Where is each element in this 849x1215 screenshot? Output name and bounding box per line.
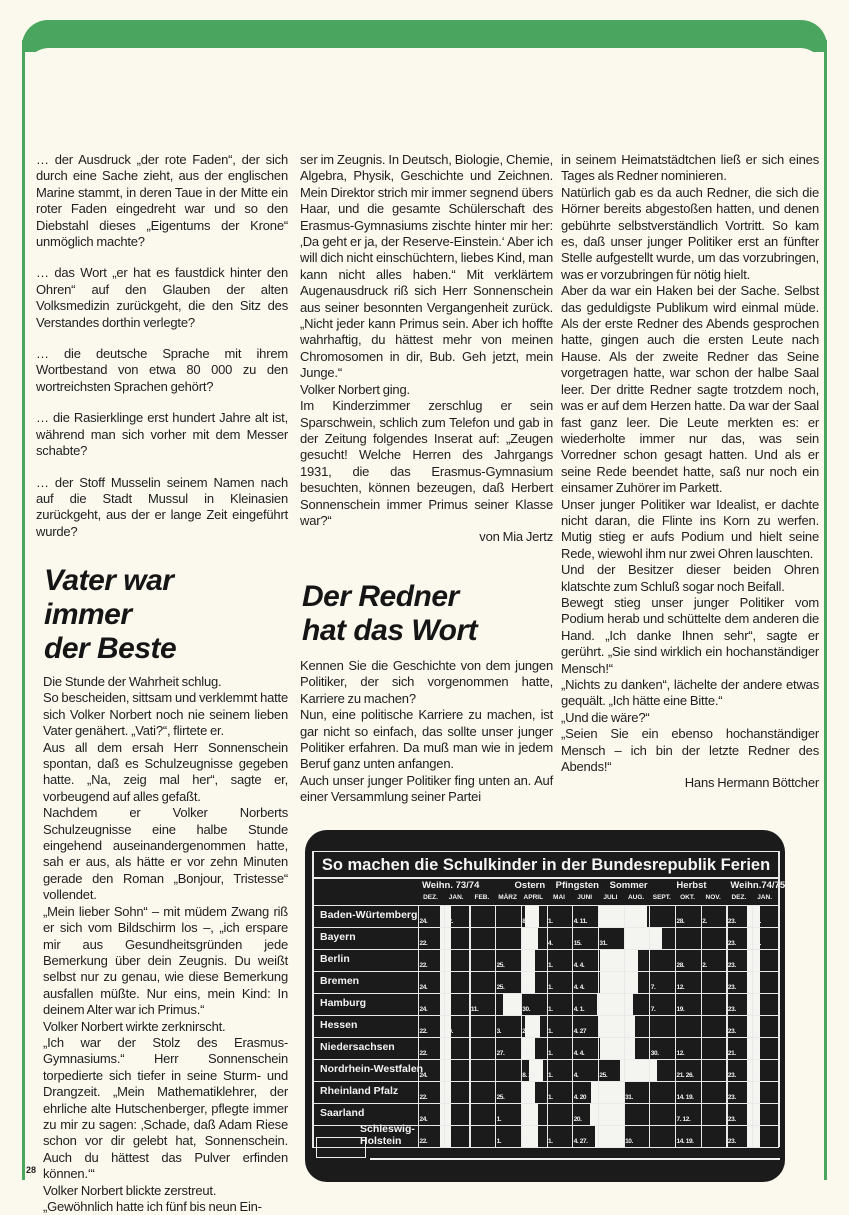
paragraph: Im Kinderzimmer zerschlug er sein Sparschwein, schlich zum Telefon und gab in der Zeitung folgendes Inserat auf: „Zeugen gesucht! Welche Herren des Jahrgangs 1931, die das Erasmus-Gymnasium besuchten, können bezeugen, daß Herbert Sonnenschein immer Primus seiner Klasse war?“ [300, 398, 553, 528]
table-cell-date: 24. [625, 918, 633, 925]
table-cell-date: 8. [753, 1072, 759, 1079]
grid-line [701, 905, 702, 1147]
table-cell-date: 4. 4. [573, 1050, 585, 1057]
table-cell-date: 1. [548, 918, 553, 925]
table-cell-date: 2. [702, 962, 707, 969]
grid-line [624, 905, 625, 1147]
table-cell-date: 6. [753, 1094, 759, 1101]
table-cell-date: 7. 12. [676, 1116, 691, 1123]
table-cell-date: 21. [727, 1050, 736, 1057]
paragraph: Aber da war ein Haken bei der Sache. Selbst das geduldigste Publikum wird einmal müde. Als der erste Redner des Abends gesprochen hatte, gingen auch die ersten Leute nach Hause. Als der zweite Redner das Seine vorgetragen hatte, war schon der halbe Saal leer. Der dritte Redner sagte trotzdem noch, was er auf dem Herzen hatte. Da war der Saal fast ganz leer. Die Leute merkten es: er wiederholte immer nur das, was sein Vorredner schon gesagt hatten. Und als er seine Rede beendet hatte, saß nur noch ein einsamer Zuhörer im Parkett. [561, 283, 819, 496]
headline-line: hat das Wort [302, 614, 478, 647]
paragraph: „Und die wäre?“ [561, 709, 650, 725]
table-cell-date: 1. [548, 962, 553, 969]
table-cell-date: 31. [625, 1094, 633, 1101]
table-cell-date: 12. [676, 984, 685, 991]
table-cell-date: 11. [753, 918, 762, 925]
table-cell-date: 19. [676, 1006, 685, 1013]
table-cell-date: 14. 19. [676, 1138, 694, 1145]
grid-line [312, 1147, 779, 1148]
table-cell-date: 4. 1. [573, 1006, 585, 1013]
table-cell-date: 10. [625, 1006, 633, 1013]
paragraph: Auch unser junger Politiker fing unten an. Auf einer Versammlung seiner Partei [300, 772, 553, 805]
table-cell-date: 25. [496, 984, 505, 991]
period-label: Ostern [514, 880, 546, 891]
paragraph: So bescheiden, sittsam und verklemmt hatte sich Volker Norbert noch nie seinem lieben Vater genähert. „Vati?“, flirtete er. [43, 690, 288, 739]
paragraph: Volker Norbert ging. [300, 381, 410, 397]
bottom-rule [370, 1158, 780, 1160]
page-number: 28 [26, 1165, 37, 1175]
grid-line [312, 1081, 779, 1082]
table-title: So machen die Schulkinder in der Bundesrepublik Ferien [312, 851, 780, 878]
table-cell-date: 12. [445, 918, 454, 925]
table-cell-date: 4. [753, 1006, 759, 1013]
table-cell-date: 1. [548, 1138, 553, 1145]
table-cell-date: 16. [522, 1050, 531, 1057]
holiday-bar [503, 994, 521, 1015]
table-cell-date: 23. [727, 962, 736, 969]
table-cell-date: 4. 4. [573, 962, 585, 969]
table-cell-date: 8. [753, 1116, 759, 1123]
table-cell-date: 8. [753, 1028, 759, 1035]
paragraph: Nun, eine politische Karriere zu machen, ist gar nicht so einfach, das sollte unser junger Politiker erfahren. Da muß man wie in jedem Beruf ganz unten anfangen. [300, 707, 553, 772]
green-frame-left [22, 40, 25, 1180]
story-vater-continued [300, 152, 553, 546]
table-cell-date: 20. [573, 1116, 582, 1123]
table-cell-date: 24. [419, 1072, 428, 1079]
byline: Hans Hermann Böttcher [684, 775, 819, 791]
paragraph: in seinem Heimatstädtchen ließ er sich eines Tages als Redner nominieren. [561, 152, 819, 184]
table-cell-date: 23. [727, 1116, 736, 1123]
month-label: MÄRZ [498, 894, 517, 901]
story-vater [43, 674, 288, 1215]
table-cell-date: 30. [522, 1006, 531, 1013]
grid-line [495, 905, 496, 1147]
table-cell-date: 7. [650, 1072, 656, 1079]
grid-line [675, 905, 676, 1147]
row-state-label: Bremen [320, 975, 360, 987]
month-label: FEB. [474, 894, 490, 901]
table-cell-date: 7. [445, 1050, 450, 1057]
grid-line [312, 1037, 779, 1038]
table-cell-date: 1. [496, 1116, 502, 1123]
row-state-label: Bayern [320, 931, 356, 943]
table-cell-date: 4. 27. [573, 1138, 588, 1145]
grid-line [312, 877, 779, 879]
table-cell-date: 8. [445, 1072, 450, 1079]
table-cell-date: 20. [522, 1138, 531, 1145]
paragraph: Die Stunde der Wahrheit schlug. [43, 674, 222, 689]
row-state-label: Saarland [320, 1107, 365, 1119]
table-cell-date: 7. [445, 1138, 450, 1145]
holiday-bar [591, 1082, 624, 1103]
grid-line [312, 1015, 779, 1016]
table-cell-date: 2. [445, 1006, 450, 1013]
paragraph: Natürlich gab es da auch Redner, die sich die Hörner bereits abgestoßen hatten, und denen gebührte selbstverständlich Vortritt. So kam es, daß unser junger Politiker erst an fünfter Stelle aufgestellt wurde, um das vorzubringen, was er vorzubringen für nötig hielt. [561, 184, 819, 282]
table-cell-date: 4. 20 [573, 1094, 587, 1101]
table-cell-date: 27. [496, 1050, 505, 1057]
table-cell-date: 23. [727, 984, 736, 991]
table-cell-date: 31. [599, 940, 608, 947]
paragraph: „Nichts zu danken“, lächelte der andere etwas gequält. „Ich hätte eine Bitte.“ [561, 677, 819, 709]
table-cell-date: 22. [419, 940, 428, 947]
table-cell-date: 17. [625, 962, 633, 969]
table-cell-date: 14. 19. [676, 1094, 694, 1101]
month-label: JAN. [448, 894, 464, 901]
headline-vater [44, 564, 176, 666]
byline: von Mia Jertz [479, 529, 553, 545]
period-label: Sommer [609, 880, 648, 891]
row-state-label: Rheinland Pfalz [320, 1085, 399, 1097]
table-cell-date: 22. [419, 1094, 428, 1101]
table-cell-date: 11. [470, 1006, 479, 1013]
table-cell-date: 1. [548, 1050, 553, 1057]
grid-line [312, 927, 779, 928]
table-cell-date: 7. [753, 984, 759, 991]
table-cell-date: 9. [445, 984, 450, 991]
paragraph: ser im Zeugnis. In Deutsch, Biologie, Chemie, Algebra, Physik, Geschichte und Zeichnen. Mein Direktor strich mir immer segnend übers Haar, und die gesamte Schülerschaft des Erasmus-Gymnasiums zischte hinter mir her: ‚Da geht er ja, der Reserve-Einstein.‘ Aber ich will dich nicht einschüchtern, liebes Kind, man kann nicht alles haben.“ Mit verklärtem Augenausdruck riß sich Herr Sonnenschein aus seiner besonnten Vergangenheit zurück. „Nicht jeder kann Primus sein. Aber ich hoffte wahrhaftig, du hättest mehr von meinen Chromosomen in dir, Bub. Geh jetzt, mein Junge.“ [300, 152, 553, 381]
grid-line [312, 1103, 779, 1104]
table-cell-date: 16. [522, 962, 531, 969]
did-you-know-facts [36, 152, 288, 555]
grid-line [469, 905, 470, 1147]
month-label: SEPT. [652, 894, 671, 901]
table-cell-date: 28. [676, 962, 685, 969]
table-cell-date: 30. [650, 1050, 659, 1057]
table-cell-date: 22. [419, 1028, 428, 1035]
table-cell-date: 4. 4. [573, 984, 585, 991]
table-cell-date: 25. [496, 962, 505, 969]
table-cell-date: 8. 20. [522, 940, 537, 947]
table-cell-date: 1. [548, 1006, 553, 1013]
grid-line [312, 949, 779, 950]
fact: … das Wort „er hat es faustdick hinter den Ohren“ auf den Glauben der alten Volksmedizin zurückgeht, die den Sitz des Verstandes dorthin verlegte? [36, 265, 288, 330]
paragraph: Volker Norbert blickte zerstreut. [43, 1182, 217, 1198]
period-label: Herbst [676, 880, 707, 891]
table-cell-date: 1. [548, 1028, 553, 1035]
headline-line: Der Redner [302, 580, 459, 613]
table-cell-date: 1. [496, 1138, 502, 1145]
table-cell-date: 23. [727, 918, 736, 925]
period-label: Weihn.74/75 [730, 880, 786, 891]
table-cell-date: 28. [676, 918, 685, 925]
table-cell-date: 23. [727, 1138, 736, 1145]
grid-line [778, 905, 779, 1147]
table-cell-date: 23. [727, 940, 736, 947]
paragraph: Bewegt stieg unser junger Politiker vom Podium herab und schüttelte dem anderen die Hand. „Ich danke Ihnen sehr“, sagte er gerührt. „Sie sind wirklich ein hochanständiger Mensch!“ [561, 594, 819, 676]
fact: … die deutsche Sprache mit ihrem Wortbestand von etwa 80 000 zu den wortreichsten Sprachen gehört? [36, 346, 288, 394]
table-cell-date: 23. [727, 1072, 736, 1079]
table-cell-date: 11. [753, 940, 762, 947]
table-cell-date: 21. [522, 1028, 531, 1035]
table-cell-date: 22. [419, 962, 428, 969]
table-cell-date: 7. [650, 984, 656, 991]
month-label: NOV. [705, 894, 721, 901]
table-cell-date: 6. [753, 1050, 759, 1057]
table-cell-date: 5. [445, 962, 450, 969]
month-label: APRIL [523, 894, 544, 901]
table-cell-date: 25. [599, 1072, 608, 1079]
table-cell-date: 23. [727, 1094, 736, 1101]
paragraph: „Seien Sie ein ebenso hochanständiger Mensch – ich bin der letzte Redner des Abends!“ [561, 726, 819, 775]
table-cell-date: 4. [573, 1072, 579, 1079]
fact: … die Rasierklinge erst hundert Jahre alt ist, während man sich vorher mit dem Messer schabte? [36, 410, 288, 459]
month-label: AUG. [627, 894, 645, 901]
table-cell-date: 22. [419, 1050, 428, 1057]
headline-line: immer [44, 598, 132, 631]
grid-line [312, 1059, 779, 1060]
table-cell-date: 3. [599, 1116, 605, 1123]
table-cell-date: 4. 27 [573, 1028, 587, 1035]
table-cell-date: 20. [522, 1116, 531, 1123]
paragraph: „Gewöhnlich hatte ich fünf bis neun Ein- [43, 1199, 262, 1214]
frame-inner [25, 48, 824, 88]
table-cell-date: 5. [445, 1116, 450, 1123]
paragraph: Und der Besitzer dieser beiden Ohren klatschte zum Schluß sogar noch Beifall. [561, 562, 819, 594]
story-redner-continued [561, 152, 819, 792]
fact: … der Stoff Musselin seinem Namen nach auf die Stadt Mussul in Kleinasien zurückgeht, aus der er lange Zeit eingeführt wurde? [36, 474, 288, 539]
table-cell-date: 4. 11. [573, 918, 588, 925]
holiday-bar [595, 1126, 625, 1147]
table-cell-date: 14. [625, 1050, 633, 1057]
table-cell-date: 8. 27. [522, 1072, 537, 1079]
month-label: DEZ. [423, 894, 438, 901]
table-cell-date: 5. [445, 1094, 450, 1101]
table-cell-date: 21. 26. [676, 1072, 694, 1079]
month-label: JULI [603, 894, 618, 901]
paragraph: Kennen Sie die Geschichte von dem jungen Politiker, der sich vorgenommen hatte, Karriere zu machen? [300, 658, 553, 706]
period-label: Weihn. 73/74 [422, 880, 480, 891]
table-cell-date: 23. [727, 1006, 736, 1013]
month-label: MAI [553, 894, 565, 901]
table-cell-date: 10. [625, 1138, 633, 1145]
table-cell-date: 8. 22. [522, 918, 537, 925]
table-cell-date: 7. [445, 940, 450, 947]
fact: … der Ausdruck „der rote Faden“, der sich durch eine Sache zieht, aus der englischen Marine stammt, in deren Taue in der Mitte ein roter Faden eingedreht war und so den Diebstahl dieses „Eigentums der Krone“ unmöglich machte? [36, 152, 288, 250]
month-label: JUNI [577, 894, 593, 901]
headline-line: der Beste [44, 632, 177, 665]
story-redner [300, 658, 553, 806]
table-cell-date: 1. [548, 984, 553, 991]
row-state-label: Hessen [320, 1019, 358, 1031]
table-cell-date: 24. [419, 1116, 428, 1123]
table-cell-date: 16. [522, 984, 531, 991]
table-cell-date: 17. [625, 984, 633, 991]
table-cell-date: 10. [445, 1028, 454, 1035]
paragraph: Nachdem er Volker Norberts Schulzeugnisse eine halbe Stunde eingehend auseinandergenommen hatte, sah er aus, als hätte er vor zehn Minuten gerade den Roman „Bonjour, Tristesse“ vollendet. [43, 805, 288, 903]
table-cell-date: 12. [676, 1050, 685, 1057]
row-state-label: Hamburg [320, 997, 367, 1009]
table-cell-date: 3. [496, 1028, 502, 1035]
green-frame-right [824, 40, 827, 1180]
table-cell-date: 16. [650, 940, 659, 947]
table-cell-date: 24. [419, 984, 428, 991]
legend-box [316, 1137, 366, 1158]
headline-line: Vater war [44, 564, 174, 597]
paragraph: Volker Norbert wirkte zerknirscht. [43, 1018, 226, 1034]
row-state-label: Niedersachsen [320, 1041, 395, 1053]
row-state-label: Nordrhein-Westfalen [320, 1063, 424, 1075]
month-label: OKT. [680, 894, 695, 901]
table-cell-date: 1. [548, 1072, 553, 1079]
table-cell-date: 16. [522, 1094, 531, 1101]
table-cell-date: 6. [753, 962, 759, 969]
row-state-label: Baden-Würtemberg [320, 909, 418, 921]
paragraph: Unser junger Politiker war Idealist, er dachte nicht daran, die Flinte ins Korn zu werfen. Mutig stieg er aufs Podium und hielt seine Rede, wiewohl ihm nur zwei Ohren lauschten. [561, 496, 819, 561]
table-cell-date: 24. [419, 1006, 428, 1013]
table-cell-date: 4. [548, 940, 553, 947]
month-label: DEZ. [731, 894, 747, 901]
holiday-bar [590, 1104, 625, 1125]
table-cell-date: 7. [650, 1006, 656, 1013]
grid-line [312, 993, 779, 994]
grid-line [312, 905, 779, 906]
month-label: JAN. [757, 894, 772, 901]
paragraph: „Mein lieber Sohn“ – mit müdem Zwang riß er sich vom Bildschirm los –, „ich erspare mir aus Gesundheitsgründen jede Bemerkung über dein Zeugnis. Du weißt selbst nur zu genau, wie diese Bemerkung ausfallen müßte. Nur eins, mein Kind: In deinem Alter war ich Primus.“ [43, 903, 288, 1018]
paragraph: „Ich war der Stolz des Erasmus-Gymnasiums.“ Herr Sonnenschein torpedierte sich tiefer in seine Sturm- und Drangzeit. „Mein Mathematiklehrer, der ehrliche alte Hutschenberger, pflegte immer zu mir zu sagen: ‚Schade, daß Adam Riese schon vor dir gelebt hat, Sonnenschein. Auch du hättest das Pulver erfinden können.‘“ [43, 1034, 288, 1182]
row-state-label: Berlin [320, 953, 350, 965]
headline-redner [302, 580, 477, 648]
table-cell-date: 1. [548, 1094, 553, 1101]
table-cell-date: 23. [727, 1028, 736, 1035]
paragraph: Aus all dem ersah Herr Sonnenschein spontan, daß es Schulzeugnisse gegeben hatte. „Na, zeig mal her“, sagte er, vorbeugend auf alles gefaßt. [43, 739, 288, 804]
table-cell-date: 7. [753, 1138, 759, 1145]
table-cell-date: 22. [419, 1138, 428, 1145]
table-cell-date: 25. [496, 1094, 505, 1101]
row-state-label: Schleswig-Holstein [360, 1123, 415, 1147]
period-label: Pfingsten [555, 880, 599, 891]
grid-line [312, 971, 779, 972]
table-cell-date: 15. [573, 940, 582, 947]
table-cell-date: 24. [419, 918, 428, 925]
table-cell-date: 2. [702, 918, 707, 925]
table-cell-date: 10. [625, 1028, 633, 1035]
